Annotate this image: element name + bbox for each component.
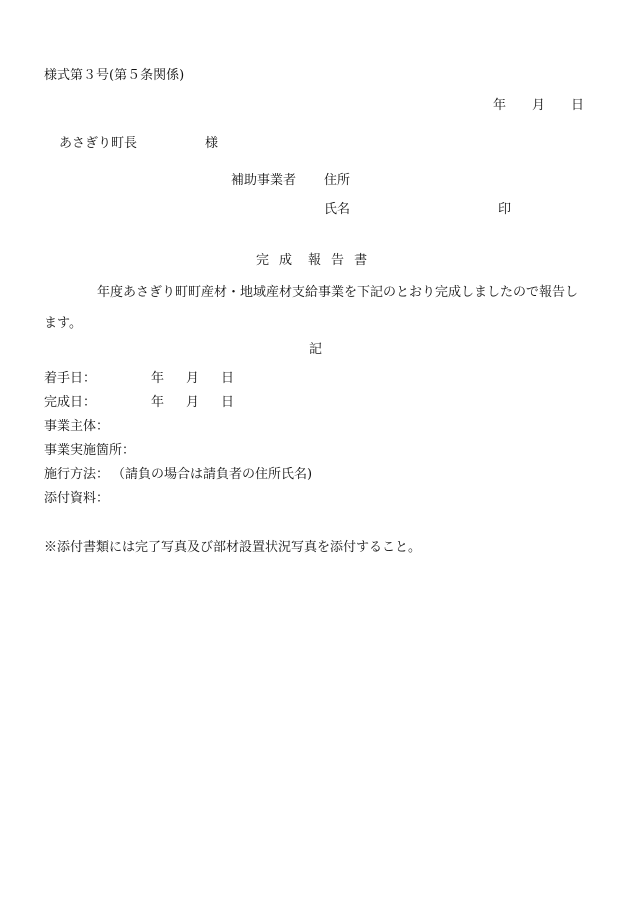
- header-date-month: 月: [532, 98, 546, 113]
- completion-date-month: 月: [186, 395, 200, 410]
- applicant-name-label: 氏名: [324, 202, 351, 217]
- form-number: 様式第３号(第５条関係): [44, 68, 185, 83]
- addressee-name: あさぎり町長: [59, 136, 138, 151]
- start-date-day: 日: [221, 371, 235, 386]
- header-date-day: 日: [571, 98, 585, 113]
- applicant-role-label: 補助事業者: [231, 173, 297, 188]
- applicant-seal-label: 印: [498, 202, 512, 217]
- start-date-year: 年: [151, 371, 165, 386]
- start-date-month: 月: [186, 371, 200, 386]
- construction-method-label: 施行方法：: [44, 467, 110, 482]
- completion-date-label: 完成日：: [44, 395, 97, 410]
- footnote: ※添付書類には完了写真及び部材設置状況写真を添付すること。: [44, 540, 422, 555]
- document-title-char: 書: [354, 253, 368, 268]
- document-title-char: 完: [256, 253, 270, 268]
- addressee-honorific: 様: [205, 136, 219, 151]
- completion-date-day: 日: [221, 395, 235, 410]
- body-text: 年度あさぎり町町産材・地域産材支給事業を下記のとおり完成しましたので報告します。: [44, 285, 579, 331]
- ki-label: 記: [309, 342, 323, 357]
- header-date: [493, 98, 584, 114]
- completion-date-value: [151, 395, 234, 411]
- start-date-value: [151, 371, 234, 387]
- construction-method-note: （請負の場合は請負者の住所氏名): [112, 467, 313, 482]
- header-date-year: 年: [493, 98, 507, 113]
- project-location-label: 事業実施箇所：: [44, 443, 136, 458]
- start-date-label: 着手日：: [44, 371, 97, 386]
- completion-date-year: 年: [151, 395, 165, 410]
- document-title-char: 成: [279, 253, 293, 268]
- document-title-char: 告: [331, 253, 345, 268]
- applicant-address-label: 住所: [324, 173, 351, 188]
- document-title-char: 報: [308, 253, 322, 268]
- document-title: [251, 253, 372, 269]
- project-entity-label: 事業主体：: [44, 419, 110, 434]
- attachments-label: 添付資料：: [44, 491, 110, 506]
